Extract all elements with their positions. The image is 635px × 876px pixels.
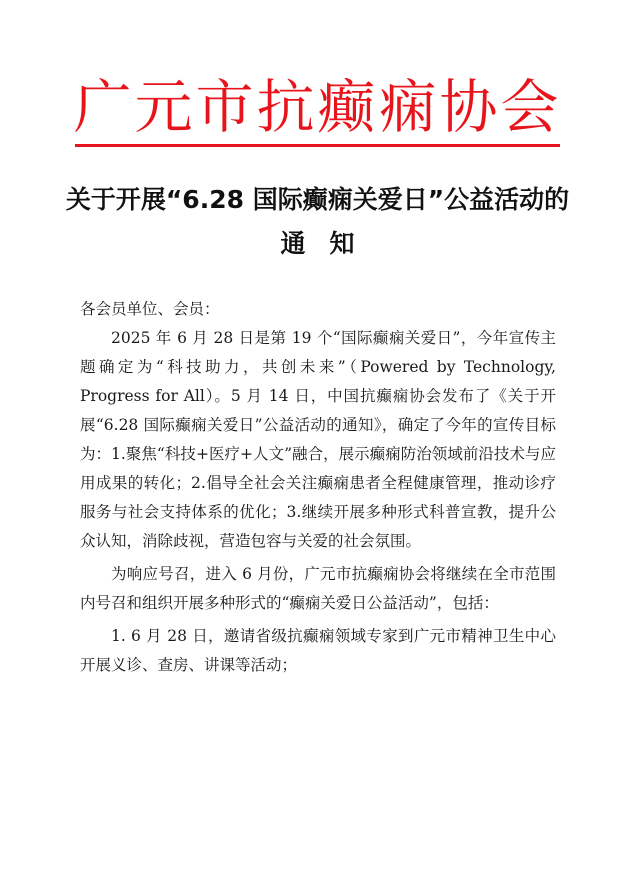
document-title [60, 178, 575, 266]
list-item-1: 1. 6 月 28 日，邀请省级抗癫痫领域专家到广元市精神卫生中心开展义诊、查房、讲课等活动； [80, 627, 556, 674]
title-line-1: 关于开展“6.28 国际癫痫关爱日”公益活动的 [65, 185, 570, 214]
paragraph-theme: 2025 年 6 月 28 日是第 19 个“国际癫痫关爱日”，今年宣传主题确定为“科技助力，共创未来”（Powered by Technology, Progress for All）。5 月 14 日，中国抗癫痫协会发布了《关于开展“6.28 国际癫痫关爱日”公益活动的通知》，确定了今年的宣传目标为：1.聚焦“科技+医疗+人文”融合，展示癫痫防治领域前沿技术与应用成果的转化；2.倡导全社会关注癫痫患者全程健康管理，推动诊疗服务与社会支持体系的优化；3.继续开展多种形式科普宣教，提升公众认知，消除歧视，营造包容与关爱的社会氛围。 [80, 329, 556, 550]
title-line-2: 通知 [280, 229, 379, 258]
letterhead-divider [75, 144, 560, 147]
document-body [80, 295, 556, 680]
organization-letterhead: 广元市抗癫痫协会 [73, 73, 562, 141]
salutation: 各会员单位、会员： [80, 300, 220, 318]
paragraph-response: 为响应号召，进入 6 月份，广元市抗癫痫协会将继续在全市范围内号召和组织开展多种形式的“癫痫关爱日公益活动”，包括： [80, 565, 556, 612]
